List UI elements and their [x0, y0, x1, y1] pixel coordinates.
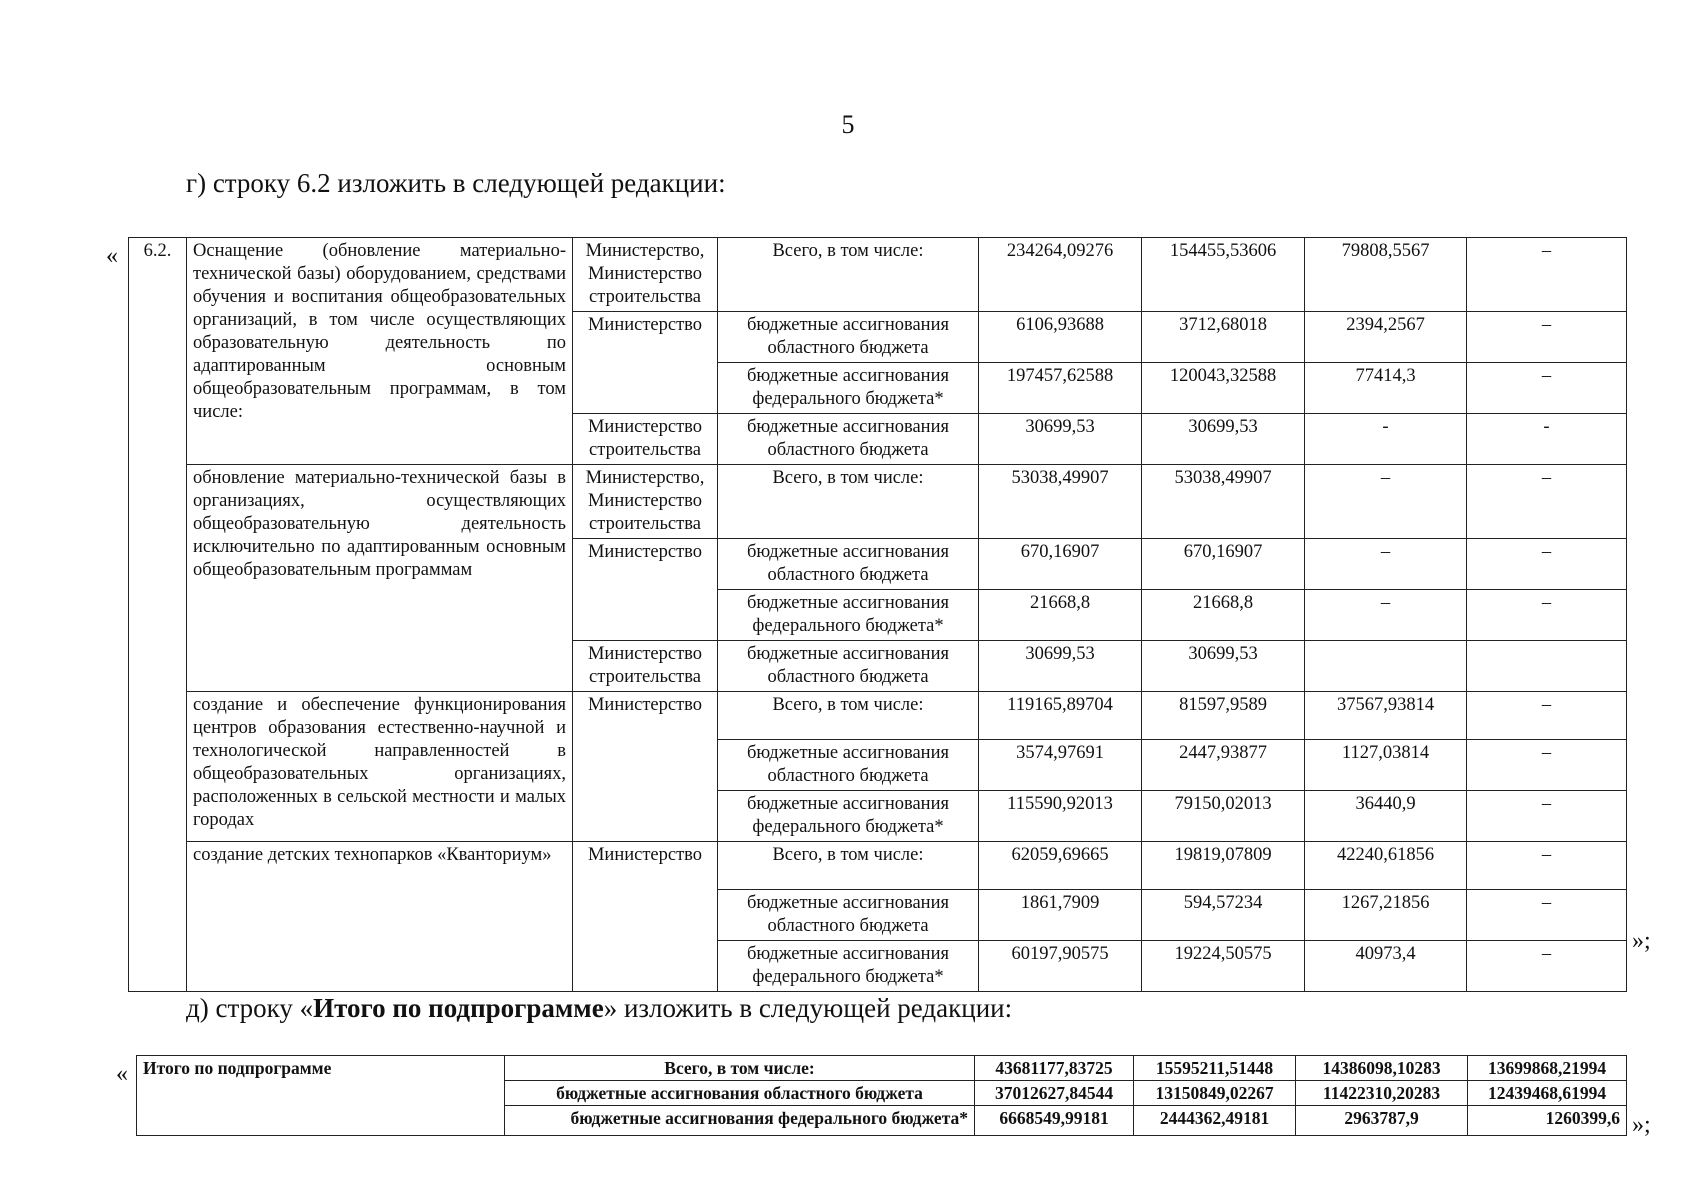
value-cell: 30699,53 — [979, 414, 1142, 465]
table2-quote-open: « — [116, 1061, 128, 1087]
source-cell: Всего, в том числе: — [718, 692, 979, 740]
value-cell: 11422310,20283 — [1296, 1081, 1468, 1106]
value-cell: 40973,4 — [1305, 941, 1467, 992]
value-cell: 53038,49907 — [1142, 465, 1305, 539]
value-cell: 30699,53 — [979, 641, 1142, 692]
executor-cell: Министерство, Министерство строительства — [573, 465, 718, 539]
value-cell: 2444362,49181 — [1134, 1106, 1296, 1136]
source-cell: Всего, в том числе: — [718, 842, 979, 890]
value-cell: – — [1467, 941, 1627, 992]
value-cell: 37567,93814 — [1305, 692, 1467, 740]
value-cell: 6106,93688 — [979, 312, 1142, 363]
value-cell: 594,57234 — [1142, 890, 1305, 941]
table1-quote-open: « — [106, 243, 118, 269]
value-cell: 15595211,51448 — [1134, 1056, 1296, 1081]
value-cell: 53038,49907 — [979, 465, 1142, 539]
source-cell: Всего, в том числе: — [718, 238, 979, 312]
source-cell: бюджетные ассигнования областного бюджета — [718, 539, 979, 590]
value-cell: 2963787,9 — [1296, 1106, 1468, 1136]
heading-d — [186, 993, 1012, 1024]
table2-quote-close: »; — [1632, 1112, 1651, 1138]
value-cell: 79808,5567 — [1305, 238, 1467, 312]
value-cell: 120043,32588 — [1142, 363, 1305, 414]
executor-cell: Министерство, Министерство строительства — [573, 238, 718, 312]
value-cell: 60197,90575 — [979, 941, 1142, 992]
value-cell: – — [1467, 465, 1627, 539]
value-cell: 43681177,83725 — [975, 1056, 1134, 1081]
executor-cell: Министерство строительства — [573, 414, 718, 465]
value-cell: 13699868,21994 — [1468, 1056, 1627, 1081]
source-cell: бюджетные ассигнования федерального бюджета* — [505, 1106, 975, 1136]
heading-g: г) строку 6.2 изложить в следующей редакции: — [186, 168, 726, 198]
source-cell: бюджетные ассигнования областного бюджета — [718, 641, 979, 692]
source-cell: бюджетные ассигнования областного бюджета — [505, 1081, 975, 1106]
value-cell: 81597,9589 — [1142, 692, 1305, 740]
value-cell: – — [1467, 312, 1627, 363]
value-cell: – — [1467, 539, 1627, 590]
row-number: 6.2. — [129, 238, 187, 992]
value-cell: – — [1467, 363, 1627, 414]
source-cell: бюджетные ассигнования областного бюджета — [718, 740, 979, 791]
table-row-6-2 — [128, 237, 1627, 992]
value-cell: – — [1467, 842, 1627, 890]
value-cell: – — [1305, 465, 1467, 539]
heading-d-suffix: » изложить в следующей редакции: — [603, 993, 1013, 1023]
value-cell: – — [1467, 740, 1627, 791]
value-cell: 197457,62588 — [979, 363, 1142, 414]
source-cell: бюджетные ассигнования областного бюджета — [718, 890, 979, 941]
value-cell — [1305, 641, 1467, 692]
value-cell: 21668,8 — [1142, 590, 1305, 641]
value-cell: 37012627,84544 — [975, 1081, 1134, 1106]
value-cell: 30699,53 — [1142, 414, 1305, 465]
value-cell: 115590,92013 — [979, 791, 1142, 842]
heading-d-bold: Итого по подпрограмме — [313, 993, 604, 1023]
value-cell: – — [1467, 238, 1627, 312]
value-cell: 1267,21856 — [1305, 890, 1467, 941]
value-cell: 62059,69665 — [979, 842, 1142, 890]
heading-d-prefix: д) строку « — [186, 993, 314, 1023]
value-cell: 77414,3 — [1305, 363, 1467, 414]
value-cell: 1127,03814 — [1305, 740, 1467, 791]
group-description: Оснащение (обновление материально-технической базы) оборудованием, средствами обучения и воспитания общеобразовательных организаций, в том числе осуществляющих образовательную деятельность по адаптированным основным общеобразовательным программам, в том числе: — [187, 238, 573, 465]
source-cell: бюджетные ассигнования областного бюджета — [718, 312, 979, 363]
value-cell: – — [1305, 590, 1467, 641]
value-cell: 1260399,6 — [1468, 1106, 1627, 1136]
value-cell: 670,16907 — [1142, 539, 1305, 590]
value-cell: 234264,09276 — [979, 238, 1142, 312]
value-cell: – — [1467, 590, 1627, 641]
source-cell: Всего, в том числе: — [718, 465, 979, 539]
source-cell: Всего, в том числе: — [505, 1056, 975, 1081]
source-cell: бюджетные ассигнования федерального бюджета* — [718, 791, 979, 842]
executor-cell: Министерство — [573, 842, 718, 992]
value-cell — [1467, 641, 1627, 692]
table1-quote-close: »; — [1632, 928, 1651, 954]
value-cell: 79150,02013 — [1142, 791, 1305, 842]
total-label: Итого по подпрограмме — [137, 1056, 505, 1136]
table-subprogram-total — [136, 1055, 1627, 1136]
value-cell: 119165,89704 — [979, 692, 1142, 740]
value-cell: - — [1305, 414, 1467, 465]
executor-cell: Министерство строительства — [573, 641, 718, 692]
value-cell: 19224,50575 — [1142, 941, 1305, 992]
value-cell: 13150849,02267 — [1134, 1081, 1296, 1106]
source-cell: бюджетные ассигнования федерального бюджета* — [718, 941, 979, 992]
value-cell: 2447,93877 — [1142, 740, 1305, 791]
value-cell: 2394,2567 — [1305, 312, 1467, 363]
value-cell: – — [1305, 539, 1467, 590]
value-cell: 6668549,99181 — [975, 1106, 1134, 1136]
group-description: создание и обеспечение функционирования центров образования естественно-научной и технологической направленностей в общеобразовательных организациях, расположенных в сельской местности и малых городах — [187, 692, 573, 842]
executor-cell: Министерство — [573, 539, 718, 641]
value-cell: 36440,9 — [1305, 791, 1467, 842]
value-cell: - — [1467, 414, 1627, 465]
value-cell: 3712,68018 — [1142, 312, 1305, 363]
value-cell: 1861,7909 — [979, 890, 1142, 941]
value-cell: – — [1467, 791, 1627, 842]
group-description: создание детских технопарков «Кванториум» — [187, 842, 573, 992]
page-number: 5 — [841, 110, 855, 139]
value-cell: 154455,53606 — [1142, 238, 1305, 312]
group-description: обновление материально-технической базы в организациях, осуществляющих общеобразовательную деятельность исключительно по адаптированным основным общеобразовательным программам — [187, 465, 573, 692]
value-cell: 42240,61856 — [1305, 842, 1467, 890]
value-cell: 12439468,61994 — [1468, 1081, 1627, 1106]
value-cell: 670,16907 — [979, 539, 1142, 590]
value-cell: 19819,07809 — [1142, 842, 1305, 890]
source-cell: бюджетные ассигнования федерального бюджета* — [718, 590, 979, 641]
source-cell: бюджетные ассигнования областного бюджета — [718, 414, 979, 465]
value-cell: 3574,97691 — [979, 740, 1142, 791]
value-cell: 30699,53 — [1142, 641, 1305, 692]
executor-cell: Министерство — [573, 312, 718, 414]
value-cell: 14386098,10283 — [1296, 1056, 1468, 1081]
value-cell: – — [1467, 692, 1627, 740]
value-cell: 21668,8 — [979, 590, 1142, 641]
executor-cell: Министерство — [573, 692, 718, 842]
value-cell: – — [1467, 890, 1627, 941]
source-cell: бюджетные ассигнования федерального бюджета* — [718, 363, 979, 414]
